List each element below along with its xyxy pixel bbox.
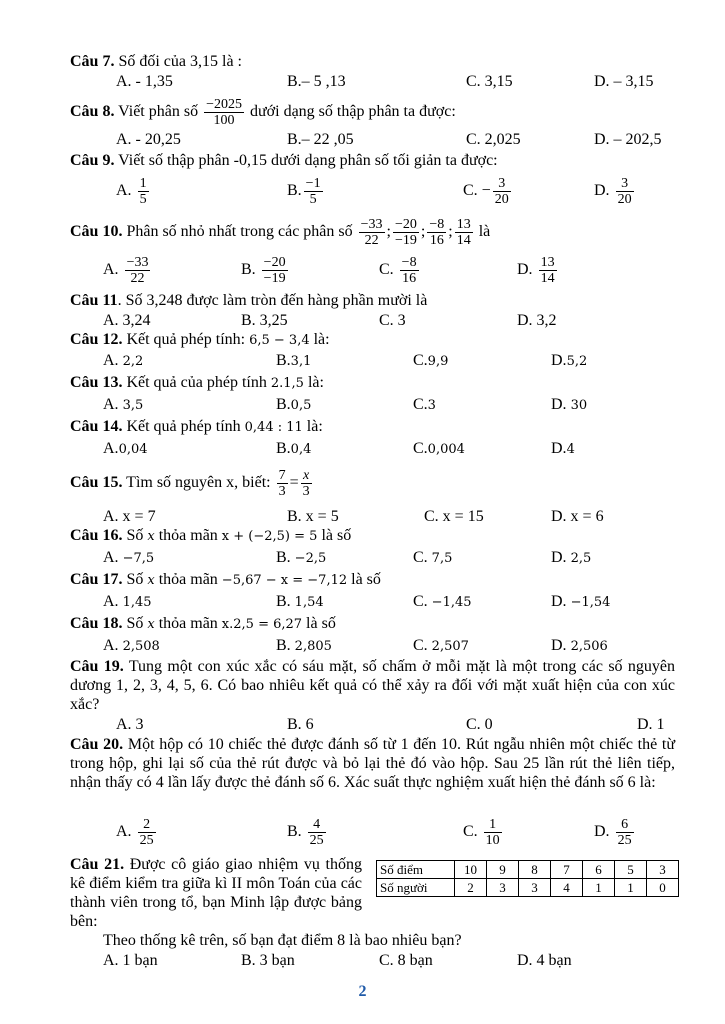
q14-stem: Câu 14. Kết quả phép tính 0,44 : 11 là: [70, 418, 323, 435]
q17-option-b: B. 1,54 [276, 593, 324, 610]
q21-statistics-table [376, 860, 679, 897]
q7-option-b: B.– 5 ,13 [287, 73, 346, 90]
q18-option-b: B. 2,805 [276, 637, 332, 654]
page-number: 2 [358, 983, 367, 1000]
q9-option-b: B. $\frac{-1}{5}$ [287, 175, 321, 207]
q20-option-c: C. $\frac{1}{10}$ [463, 816, 500, 848]
q13-option-a: A. 3,5 [103, 396, 144, 413]
q11-stem: Câu 11. Số 3,248 được làm tròn đến hàng phần mười là [70, 292, 428, 309]
q8-option-d: D. – 202,5 [594, 131, 662, 148]
q13-stem: Câu 13. Kết quả của phép tính 2.1,5 là: [70, 374, 324, 391]
q9-option-c: C. − $\frac{3}{20}$ [463, 175, 509, 207]
q19-option-d: D. 1 [637, 716, 665, 733]
q17-option-c: C. −1,45 [413, 593, 472, 610]
q21-option-c: C. 8 bạn [379, 952, 433, 969]
q7-option-c: C. 3,15 [466, 73, 513, 90]
q8-fraction: $\frac{-2025}{100}$ [206, 96, 242, 128]
q13-option-c: C.3 [413, 396, 436, 413]
q12-stem: Câu 12. Kết quả phép tính: 6,5 − 3,4 là: [70, 331, 330, 348]
q16-option-d: D. 2,5 [551, 549, 592, 566]
q7-option-a: A. - 1,35 [116, 73, 173, 90]
q8-stem: Câu 8. Viết phân số $\frac{-2025}{100}$ dưới dạng số thập phân ta được: [70, 96, 456, 128]
q8-option-c: C. 2,025 [466, 131, 521, 148]
q17-option-a: A. 1,45 [103, 593, 152, 610]
q20-option-d: D. $\frac{6}{25}$ [594, 816, 632, 848]
q20-option-b: B. $\frac{4}{25}$ [287, 816, 324, 848]
q20-option-a: A. $\frac{2}{25}$ [116, 816, 154, 848]
q13-option-b: B.0,5 [276, 396, 312, 413]
q10-option-d: D. $\frac{13}{14}$ [517, 254, 555, 286]
q16-option-c: C. 7,5 [413, 549, 453, 566]
q16-stem: Câu 16. Số x thỏa mãn x + (−2,5) = 5 là số [70, 527, 352, 544]
q12-option-c: C.9,9 [413, 352, 449, 369]
q16-option-a: A. −7,5 [103, 549, 155, 566]
q10-option-a: A. $\frac{-33}{22}$ [103, 254, 149, 286]
q14-option-c: C.0,004 [413, 440, 465, 457]
q15-option-d: D. x = 6 [551, 508, 604, 525]
table-row-counts: Số người 2 3 3 4 1 1 0 [377, 879, 679, 897]
q21-question: Theo thống kê trên, số bạn đạt điểm 8 là bao nhiêu bạn? [103, 932, 462, 949]
q19-option-a: A. 3 [116, 716, 144, 733]
q14-option-a: A.0,04 [103, 440, 148, 457]
q8-option-b: B.– 22 ,05 [287, 131, 354, 148]
q17-stem: Câu 17. Số x thỏa mãn −5,67 − x = −7,12 là số [70, 571, 381, 588]
q9-option-d: D. $\frac{3}{20}$ [594, 175, 632, 207]
q18-option-c: C. 2,507 [413, 637, 469, 654]
q11-option-c: C. 3 [379, 312, 406, 329]
q13-option-d: D. 30 [551, 396, 588, 413]
q9-option-a: A. $\frac{1}{5}$ [116, 175, 147, 207]
q9-stem: Câu 9. Viết số thập phân -0,15 dưới dạng phân số tối giản ta được: [70, 152, 498, 169]
q17-option-d: D. −1,54 [551, 593, 611, 610]
q16-option-b: B. −2,5 [276, 549, 327, 566]
q14-option-d: D.4 [551, 440, 575, 457]
q11-option-d: D. 3,2 [517, 312, 557, 329]
q18-option-a: A. 2,508 [103, 637, 160, 654]
q12-option-d: D.5,2 [551, 352, 588, 369]
q15-option-c: C. x = 15 [424, 508, 484, 525]
q10-option-b: B. $\frac{-20}{-19}$ [241, 254, 286, 286]
q21-option-b: B. 3 bạn [241, 952, 295, 969]
q10-option-c: C. $\frac{-8}{16}$ [379, 254, 417, 286]
q19-option-b: B. 6 [287, 716, 314, 733]
q20-stem: Câu 20. Một hộp có 10 chiếc thẻ được đánh số từ 1 đến 10. Rút ngẫu nhiên một chiếc thẻ từ trong hộp, ghi lại số của thẻ rút được và bỏ lại thẻ đó vào hộp. Sau 25 lần rút thẻ liên tiếp, nhận thấy có 4 lần lấy được thẻ đánh số 6. Xác suất thực nghiệm xuất hiện thẻ đánh số 6 là: [70, 736, 676, 791]
q7-option-d: D. – 3,15 [594, 73, 654, 90]
q11-option-a: A. 3,24 [103, 312, 151, 329]
q12-option-a: A. 2,2 [103, 352, 144, 369]
table-row-scores: Số điểm 10 9 8 7 6 5 3 [377, 861, 679, 879]
q10-stem: Câu 10. Phân số nhỏ nhất trong các phân số $\frac{-33}{22}$ ; $\frac{-20}{-19}$ ; $\frac{-8}{16}$ ; $\frac{13}{14}$ là [70, 216, 491, 248]
q21-option-d: D. 4 bạn [517, 952, 572, 969]
q12-option-b: B.3,1 [276, 352, 312, 369]
q15-stem: Câu 15. Tìm số nguyên x, biết: $\frac{7}{3}$ = $\frac{x}{3}$ [70, 467, 310, 499]
q15-option-a: A. x = 7 [103, 508, 156, 525]
q11-option-b: B. 3,25 [241, 312, 288, 329]
q19-option-c: C. 0 [466, 716, 493, 733]
q21-stem: Câu 21. Được cô giáo giao nhiệm vụ thống kê điểm kiểm tra giữa kì II môn Toán của các thành viên trong tổ, bạn Minh lập được bảng bên: [70, 856, 362, 930]
q8-option-a: A. - 20,25 [116, 131, 181, 148]
q7-stem: Câu 7. Số đối của 3,15 là : [70, 53, 242, 70]
q18-stem: Câu 18. Số x thỏa mãn x.2,5 = 6,27 là số [70, 615, 336, 632]
q18-option-d: D. 2,506 [551, 637, 608, 654]
q21-option-a: A. 1 bạn [103, 952, 158, 969]
q19-stem: Câu 19. Tung một con xúc xắc có sáu mặt, số chấm ở mỗi mặt là một trong các số nguyên dương 1, 2, 3, 4, 5, 6. Có bao nhiêu kết quả có thể xảy ra đối với mặt xuất hiện của con xúc xắc? [70, 658, 676, 713]
q14-option-b: B.0,4 [276, 440, 312, 457]
q15-option-b: B. x = 5 [287, 508, 339, 525]
